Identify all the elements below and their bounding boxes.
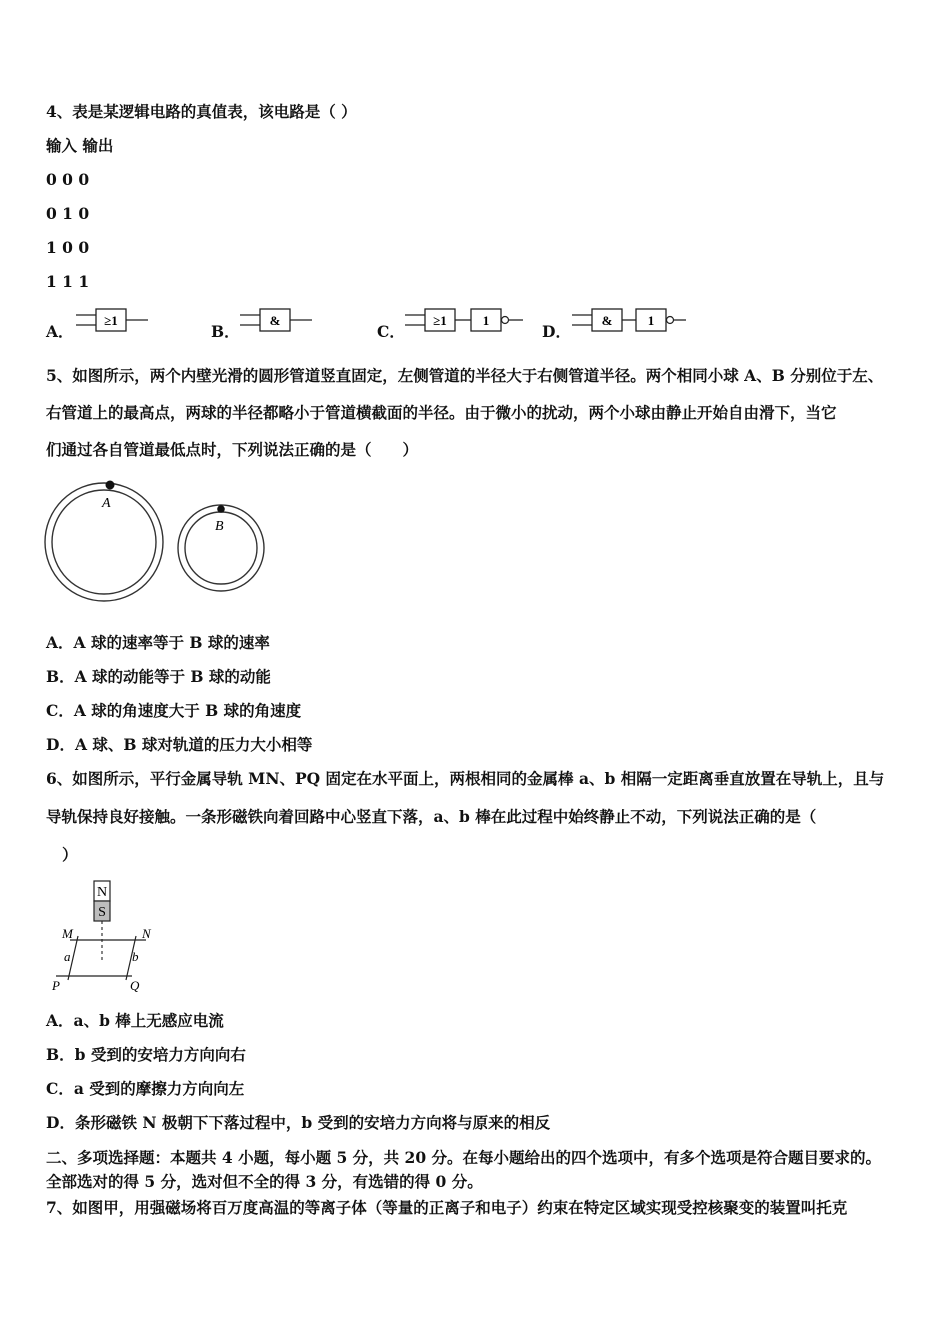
q5-stem-line: 右管道上的最高点，两球的半径都略小于管道横截面的半径。由于微小的扰动，两个小球由静止开始自由滑下，当它	[46, 403, 837, 422]
gate-symbol: 1	[647, 313, 655, 328]
q6-option-c: C．a 受到的摩擦力方向向左	[46, 1079, 245, 1098]
svg-text:N: N	[142, 926, 151, 941]
nand-gate-diagram	[572, 306, 692, 334]
or-gate-diagram	[76, 306, 150, 334]
truth-table-row: 1 1 1	[46, 272, 90, 291]
truth-table-header: 输入 输出	[46, 136, 114, 155]
q5-stem-line: 们通过各自管道最低点时，下列说法正确的是（ ）	[46, 440, 419, 459]
q5-option-c: C．A 球的角速度大于 B 球的角速度	[46, 701, 302, 720]
q6-stem-line: 6、如图所示，平行金属导轨 MN、PQ 固定在水平面上，两根相同的金属棒 a、b 相隔一定距离垂直放置在导轨上，且与	[46, 769, 885, 788]
q6-option-b: B．b 受到的安培力方向向右	[46, 1045, 246, 1064]
q6-option-a: A．a、b 棒上无感应电流	[46, 1011, 224, 1030]
q5-option-b: B．A 球的动能等于 B 球的动能	[46, 667, 271, 686]
magnet-n-label: N	[96, 885, 108, 900]
ball-b	[217, 505, 225, 513]
gate-symbol: ≥1	[104, 313, 118, 328]
q5-option-d: D．A 球、B 球对轨道的压力大小相等	[46, 735, 313, 754]
option-d-label: D．	[542, 322, 571, 341]
option-a-label: A．	[46, 322, 74, 341]
svg-text:P: P	[52, 978, 60, 993]
circular-tubes-figure	[44, 476, 268, 610]
and-gate-diagram	[240, 306, 314, 334]
gate-symbol: &	[269, 313, 281, 328]
magnet-s-label: S	[98, 905, 106, 920]
gate-symbol: 1	[482, 313, 490, 328]
section2-heading: 二、多项选择题：本题共 4 小题，每小题 5 分，共 20 分。在每小题给出的四个选项中，有多个选项是符合题目要求的。	[46, 1148, 882, 1167]
ball-a-label: A	[102, 496, 111, 511]
magnet-rails-figure	[50, 880, 162, 994]
option-c-label: C．	[377, 322, 405, 341]
q6-stem-line: 导轨保持良好接触。一条形磁铁向着回路中心竖直下落，a、b 棒在此过程中始终静止不动，下列说法正确的是（	[46, 807, 817, 826]
svg-text:b: b	[132, 949, 139, 964]
q5-stem-line: 5、如图所示，两个内壁光滑的圆形管道竖直固定，左侧管道的半径大于右侧管道半径。两个相同小球 A、B 分别位于左、	[46, 366, 884, 385]
gate-symbol: &	[601, 313, 613, 328]
truth-table-row: 1 0 0	[46, 238, 90, 257]
section2-scoring: 全部选对的得 5 分，选对但不全的得 3 分，有选错的得 0 分。	[46, 1172, 483, 1191]
q6-stem-line: ）	[62, 845, 78, 864]
nor-gate-diagram	[405, 306, 527, 334]
truth-table-row: 0 0 0	[46, 170, 90, 189]
gate-symbol: ≥1	[433, 313, 447, 328]
q5-option-a: A．A 球的速率等于 B 球的速率	[46, 633, 270, 652]
truth-table-row: 0 1 0	[46, 204, 90, 223]
option-b-label: B．	[211, 322, 240, 341]
svg-text:Q: Q	[130, 978, 140, 993]
svg-text:M: M	[62, 926, 73, 941]
q7-stem: 7、如图甲，用强磁场将百万度高温的等离子体（等量的正离子和电子）约束在特定区域实现受控核聚变的装置叫托克	[46, 1198, 848, 1217]
q4-stem: 4、表是某逻辑电路的真值表，该电路是（ ）	[46, 102, 357, 121]
svg-text:a: a	[64, 949, 71, 964]
ball-b-label: B	[215, 519, 224, 534]
q6-option-d: D．条形磁铁 N 极朝下下落过程中，b 受到的安培力方向将与原来的相反	[46, 1113, 551, 1132]
ball-a	[106, 481, 115, 490]
